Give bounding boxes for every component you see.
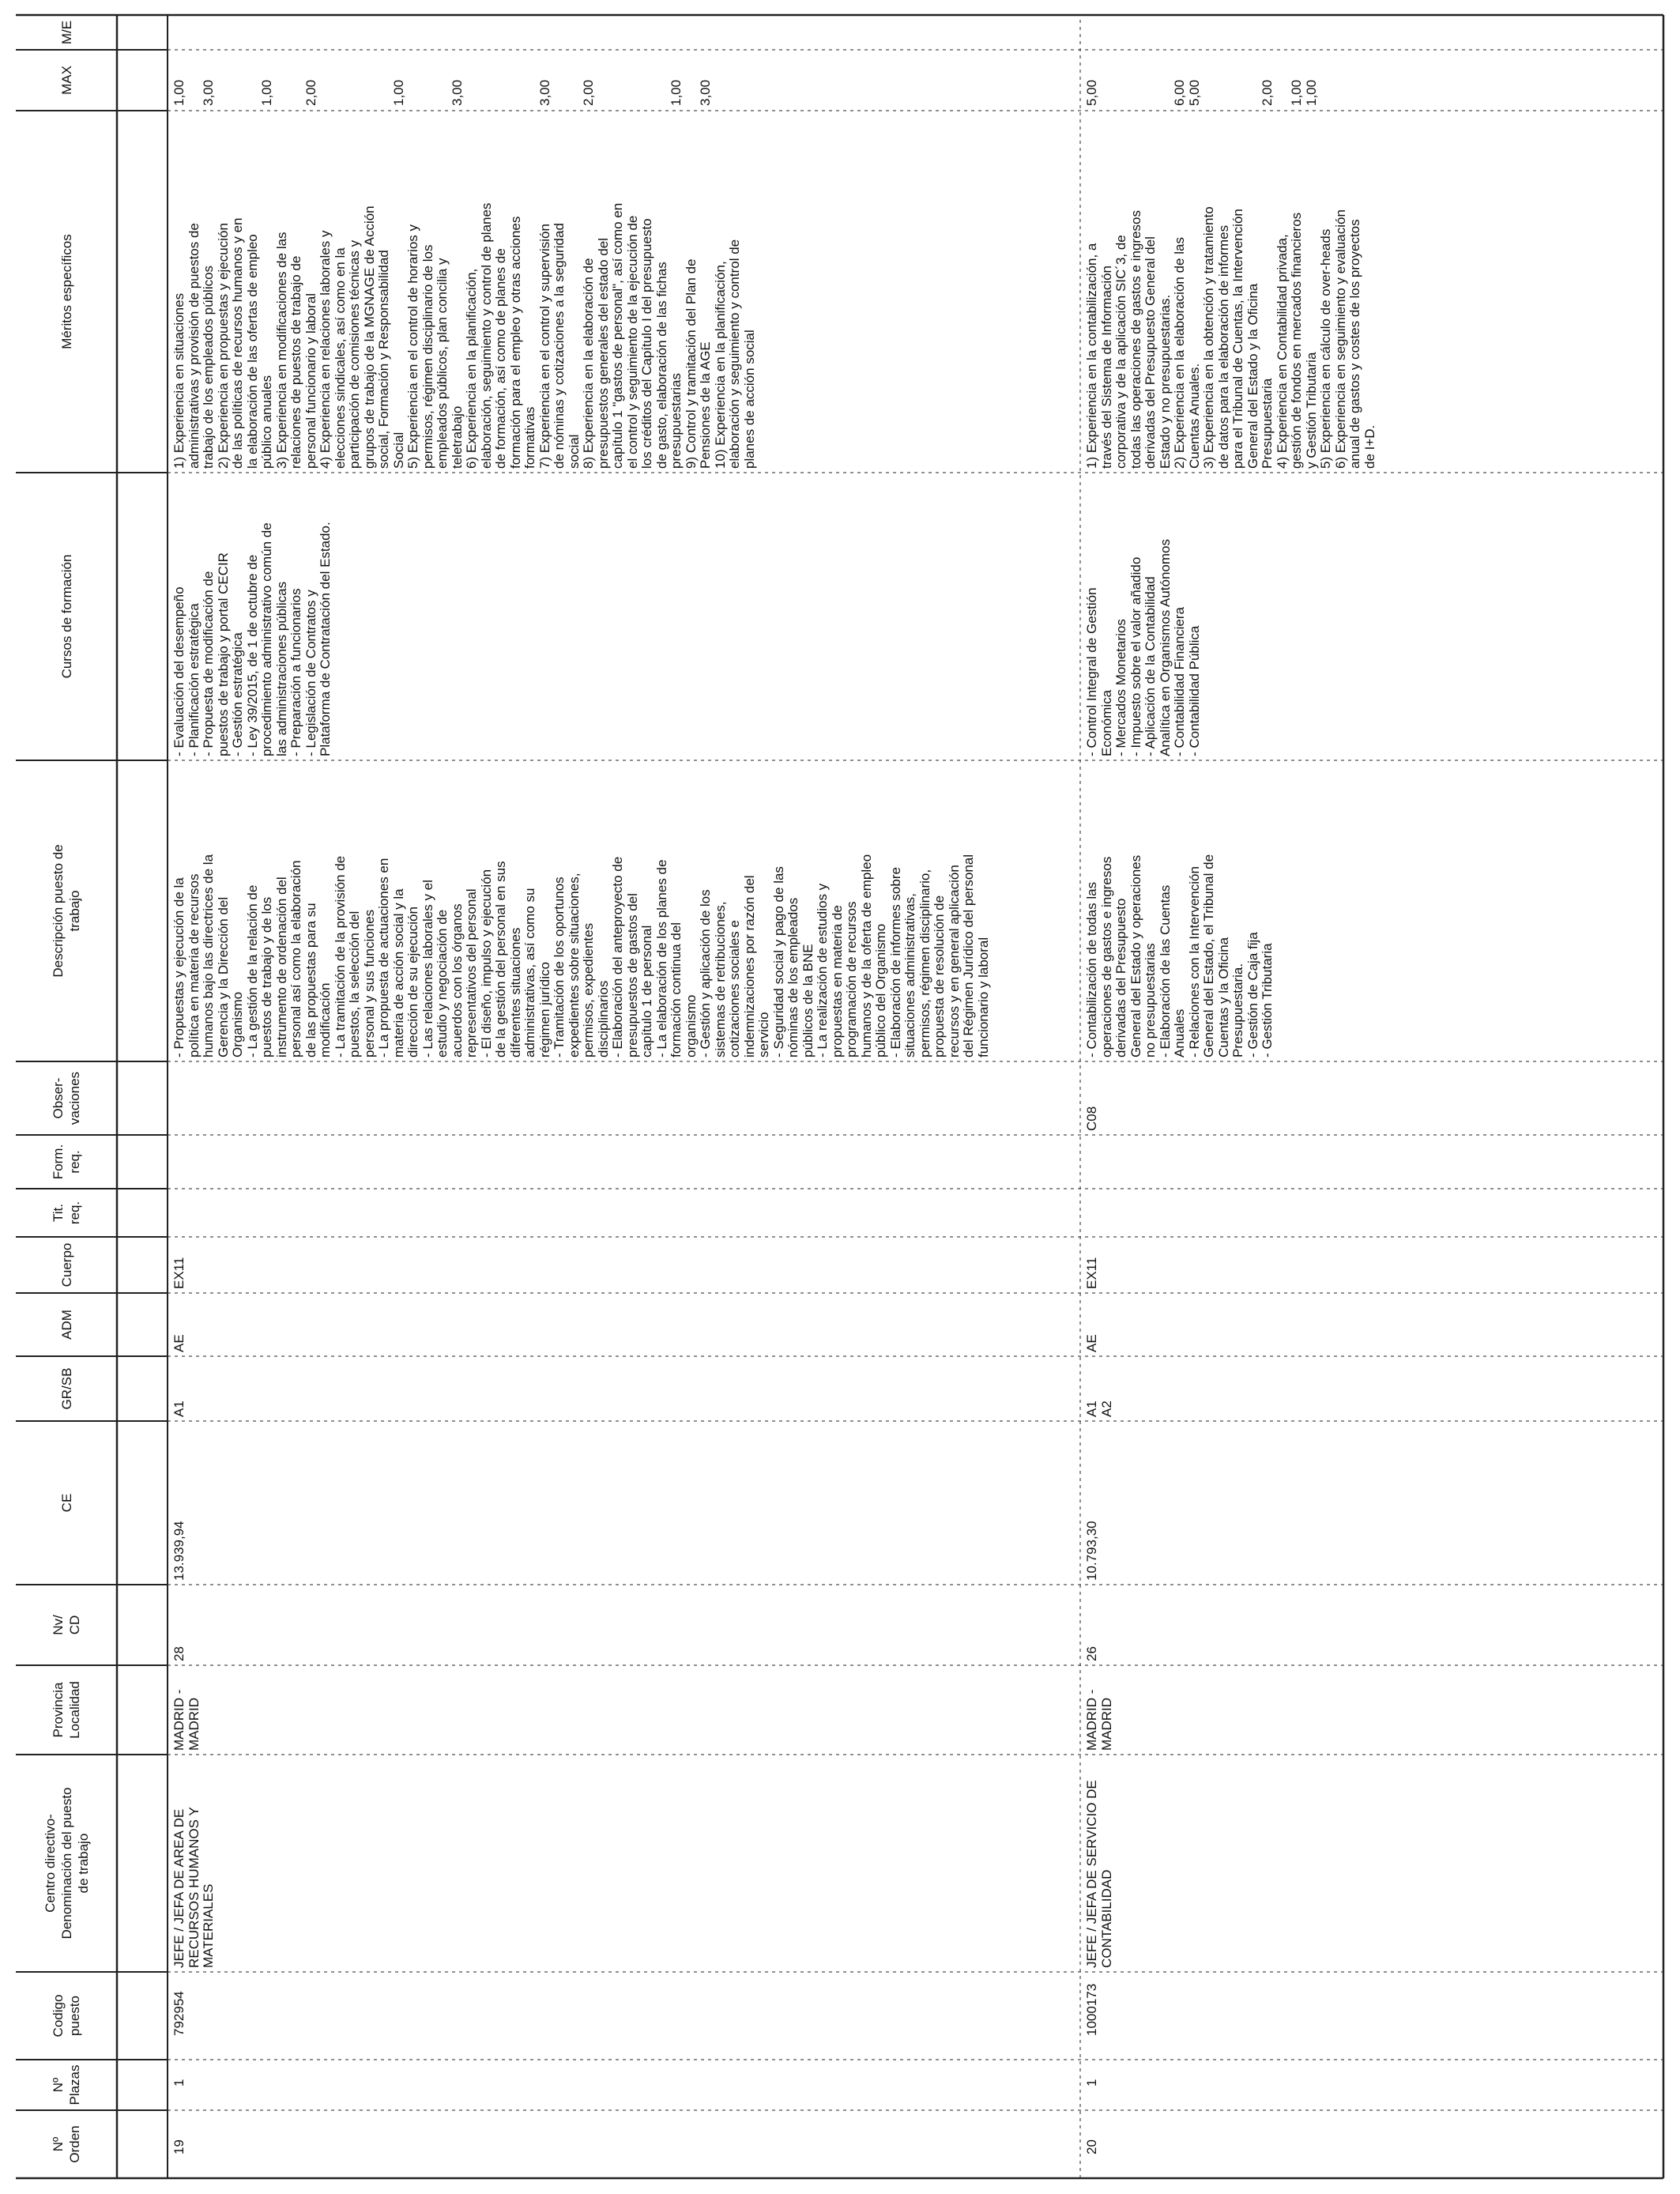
cell-cursos: - Evaluación del desempeño - Planificación estratégica - Propuesta de modificación de puestos de trabajo y portal CECIR - Gestión estratégica - Ley 39/2015, de 1 de octubre de procedimiento administrativo común de las administraciones públicas - Preparación a funcionarios - Legislación de Contratos y Plataforma de Contratación del Estado. (171, 522, 333, 756)
header-nivel: Nv/ CD (51, 1615, 82, 1635)
cell-descripcion: - Propuestas y ejecución de la política en materia de recursos humanos bajo las directrices de la Gerencia y la Dirección del Organismo - La gestión de la relación de puestos de trabajo y de los instrumento de ordenación del personal así como la elaboración de las propuestas para su modificación - La tramitación de la provisión de puestos, la selección del personal y sus funciones - La propuesta de actuaciones en materia de acción social y la dirección de su ejecución - Las relaciones laborales y el estudio y negociación de acuerdos con los órganos representativos del personal - El diseño, impulso y ejecución de la gestión del personal en sus diferentes situaciones administrativas, así como su régimen jurídico - Tramitación de los oportunos expedientes sobre situaciones, permisos, expedientes disciplinarios - Elaboración del anteproyecto de presupuestos de gastos del capítulo 1 de personal - La elaboración de los planes de formación continua del organismo - Gestión y aplicación de los sistemas de retribuciones, cotizaciones sociales e indemnizaciones por razón del servicio - Seguridad social y pago de las nóminas de los empleados públicos de la BNE - La realización de estudios y propuestas en materia de programación de recursos humanos y de la oferta de empleo público del Organismo - Elaboración de informes sobre situaciones administrativas, permisos, régimen disciplinario, propuesta de resolución de recursos y en general aplicación del Régimen Jurídico del personal funcionario y laboral (171, 854, 991, 1057)
cell-orden: 20 (1084, 2139, 1099, 2154)
cell-provincia: MADRID - MADRID (1084, 1689, 1114, 1751)
cell-nivel: 26 (1084, 1646, 1099, 1661)
max-score-value: 2,00 (303, 79, 318, 106)
max-score-value: 5,00 (1186, 79, 1202, 106)
cell-grsb: A1 (171, 1400, 186, 1417)
cell-meritos: 1) Experiencia en situaciones administrativas y provisión de puestos de trabajo de los empleados públicos 2) Experiencia en propuestas y ejecución de las políticas de recursos humanos y en la elaboración de las ofertas de empleo público anuales 3) Experiencia en modificaciones de las relaciones de puestos de trabajo de personal funcionario y laboral 4) Experiencia en relaciones laborales y elecciones sindicales, así como en la participación de comisiones técnicas y grupos de trabajo de la MGNAGE de Acción social, Formación y Responsabilidad Social 5) Experiencia en el control de horarios y permisos, régimen disciplinario de los empleados públicos, plan concilia y teletrabajo 6) Experiencia en la planificación, elaboración, seguimiento y control de planes de formación, así como de planes de formación para el empleo y otras acciones formativas 7) Experiencia en el control y supervisión de nóminas y cotizaciones a la seguridad social 8) Experiencia en la elaboración de presupuestos generales del estado del capítulo 1 "gastos de personal", así como en el control y seguimiento de la ejecución de los créditos del Capítulo I del presupuesto de gasto, elaboración de las fichas presupuestarias 9) Control y tramitación del Plan de Pensiones de la AGE 10) Experiencia en la planificación, elaboración y seguimiento y control de planes de acción social (171, 202, 757, 469)
cell-provincia: MADRID - MADRID (171, 1689, 202, 1751)
max-score-value: 5,00 (1084, 79, 1099, 106)
header-grsb: GR/SB (58, 1367, 74, 1410)
cell-ce: 10.793,30 (1084, 1521, 1099, 1581)
max-score-value: 3,00 (537, 79, 552, 106)
header-me: M/E (58, 20, 74, 45)
cell-adm: AE (171, 1334, 186, 1352)
header-meritos: Méritos específicos (58, 234, 74, 349)
cell-plazas: 1 (171, 2079, 186, 2087)
cell-tit (1080, 1189, 1663, 1237)
max-score-value: 1,00 (390, 79, 406, 106)
cell-obs: C08 (1084, 1106, 1099, 1131)
max-score-value: 3,00 (201, 79, 216, 106)
cell-grsb: A1 A2 (1084, 1400, 1114, 1417)
max-score-value: 1,00 (1303, 79, 1319, 106)
header-descripcion: Descripción puesto de trabajo (51, 844, 82, 978)
max-score-value: 3,00 (698, 79, 713, 106)
cell-nivel: 28 (171, 1646, 186, 1661)
cell-cursos: - Control Integral de Gestión Económica - Mercados Monetarios - Impuesto sobre el valor añadido - Aplicación de la Contabilidad Analítica en Organismos Autónomos - Contabilidad Financiera - Contabilidad Pública (1084, 539, 1202, 756)
header-codigo: Codigo puesto (51, 1994, 82, 2038)
header-max: MAX (58, 66, 74, 95)
max-score-value: 1,00 (1289, 79, 1304, 106)
header-tit: Tit. req. (51, 1201, 82, 1225)
cell-descripcion: - Contabilización de todas las operaciones de gastos e ingresos derivadas del Presupuesto General del Estado y operaciones no presupuestarias - Elaboración de las Cuentas Anuales - Relaciones con la Intervención General del Estado, el Tribunal de Cuentas y la Oficina Presupuestaria. - Gestión de Caja fija - Gestión Tributaria (1084, 854, 1275, 1057)
cell-ce: 13.939,94 (171, 1521, 186, 1581)
header-plazas: Nº Plazas (51, 2064, 82, 2105)
cell-orden: 19 (171, 2139, 186, 2154)
cell-plazas: 1 (1084, 2079, 1099, 2087)
header-provincia: Provincia Localidad (51, 1681, 82, 1739)
header-adm: ADM (58, 1310, 74, 1340)
max-score-value: 1,00 (669, 79, 684, 106)
cell-obs (168, 1061, 1080, 1135)
max-score-value: 2,00 (1260, 79, 1275, 106)
cell-cuerpo: EX11 (171, 1257, 186, 1289)
cell-adm: AE (1084, 1334, 1099, 1352)
cell-form (168, 1135, 1080, 1189)
max-score-value: 6,00 (1172, 79, 1187, 106)
cell-me (168, 15, 1080, 50)
header-form: Form. req. (51, 1144, 82, 1180)
cell-max (1080, 50, 1663, 111)
header-ce: CE (58, 1493, 74, 1513)
cell-codigo: 1000173 (1084, 1983, 1099, 2036)
cell-centro: JEFE / JEFA DE SERVICIO DE CONTABILIDAD (1084, 1780, 1114, 1968)
cell-codigo: 792954 (171, 1991, 186, 2036)
cell-me (1080, 15, 1663, 50)
cell-form (1080, 1135, 1663, 1189)
max-score-value: 3,00 (449, 79, 465, 106)
header-orden: Nº Orden (51, 2125, 82, 2163)
cell-tit (168, 1189, 1080, 1237)
max-score-value: 1,00 (171, 79, 186, 106)
header-obs: Obser- vaciones (51, 1071, 82, 1125)
header-cuerpo: Cuerpo (58, 1242, 74, 1287)
cell-centro: JEFE / JEFA DE AREA DE RECURSOS HUMANOS Y MATERIALES (171, 1807, 216, 1968)
max-score-value: 1,00 (259, 79, 274, 106)
cell-cuerpo: EX11 (1084, 1257, 1099, 1289)
cell-meritos: 1) Experiencia en la contabilización, a través del Sistema de Información corporativa y de la aplicación SIC´3, de todas las operaciones de gastos e ingresos derivadas del Presupuesto General del Estado y no presupuestarias. 2) Experiencia en la elaboración de las Cuentas Anuales. 3) Experiencia en la obtención y tratamiento de datos para la elaboración de informes para el Tribunal de Cuentas, la Intervención General del Estado y la Oficina Presupuestaria 4) Experiencia en Contabilidad privada, gestión de fondos en mercados financieros y Gestión Tributaria 5) Experiencia en cálculo de over-heads 6) Experiencia en seguimiento y evaluación anual de gastos y costes de los proyectos de I+D. (1084, 206, 1377, 469)
header-centro: Centro directivo- Denominación del puesto de trabajo (42, 1787, 91, 1940)
max-score-value: 2,00 (581, 79, 596, 106)
cell-max (168, 50, 1080, 111)
header-cursos: Cursos de formación (58, 554, 74, 679)
